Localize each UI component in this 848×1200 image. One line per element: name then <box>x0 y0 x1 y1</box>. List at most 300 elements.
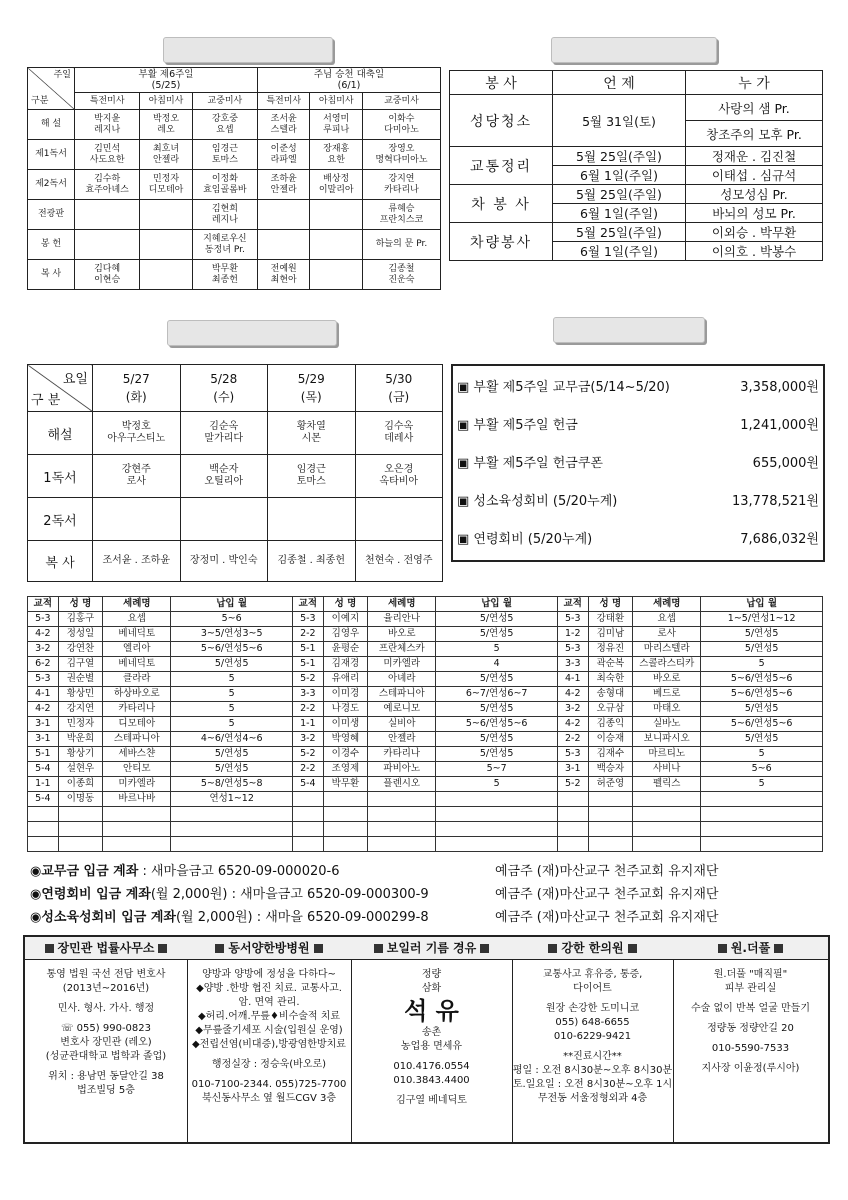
payer-cell: 5-3 <box>28 612 59 627</box>
offering-amount: 3,358,000원 <box>740 380 819 395</box>
payer-cell <box>368 807 436 822</box>
payer-cell: 강연찬 <box>58 642 103 657</box>
offering-row <box>457 528 819 548</box>
payer-cell: 5 <box>701 777 823 792</box>
server-cell: 황차열 시몬 <box>268 412 356 455</box>
offering-amount: 655,000원 <box>752 456 819 471</box>
server-cell: 김현희 레지나 <box>192 200 257 230</box>
ad-line: 지사장 이윤정(루시아) <box>701 1063 800 1074</box>
ad-line: ◆무릎줄기세포 시술(입원실 운영) <box>195 1025 343 1036</box>
offering-section-title <box>553 317 705 343</box>
account-holder: 예금주 (재)마산교구 천주교회 유지재단 <box>495 910 719 925</box>
table-row <box>450 147 823 166</box>
payer-cell: 연성1~12 <box>171 792 293 807</box>
payer-cell <box>171 822 293 837</box>
payer-cell: 4-1 <box>28 687 59 702</box>
table-row <box>28 672 823 687</box>
server-cell: 이화수 다미아노 <box>362 110 440 140</box>
row-label: 봉 헌 <box>28 230 75 260</box>
payer-cell: 2-2 <box>557 732 588 747</box>
payer-cell: 카타리나 <box>103 702 171 717</box>
table-row <box>28 230 441 260</box>
server-cell: 강현주 로사 <box>93 455 181 498</box>
payer-cell: 이명동 <box>58 792 103 807</box>
server-cell: 이준성 라파엘 <box>257 140 309 170</box>
payer-cell: 5-4 <box>28 762 59 777</box>
payer-cell: 설현우 <box>58 762 103 777</box>
payer-cell: 5 <box>436 642 558 657</box>
corner-cell: 요일 구 분 <box>28 365 93 412</box>
payer-cell <box>633 822 701 837</box>
table-row <box>28 200 441 230</box>
server-cell: 김종철 진운숙 <box>362 260 440 290</box>
row-label: 1독서 <box>28 455 93 498</box>
ads-box <box>23 935 830 1144</box>
payer-cell: 조영제 <box>323 762 368 777</box>
payer-cell <box>28 822 59 837</box>
together-header: 누 가 <box>686 71 823 95</box>
ad-line: 행정실장 : 정승욱(바오로) <box>211 1059 327 1070</box>
mass-column-header: 아침미사 <box>140 93 192 110</box>
offering-label: ▣ 부활 제5주일 헌금쿠폰 <box>457 456 603 471</box>
table-row <box>28 717 823 732</box>
payer-cell: 사비나 <box>633 762 701 777</box>
row-label: 제1독서 <box>28 140 75 170</box>
server-cell: 김수옥 데레사 <box>355 412 443 455</box>
payer-cell: 마르티노 <box>633 747 701 762</box>
ad-line: 평일 : 오전 8시30분~오후 8시30분 <box>512 1065 673 1076</box>
square-icon <box>628 944 637 953</box>
weekday-header: 5/30 (금) <box>355 365 443 412</box>
corner-cell: 주일 구분 <box>28 68 75 110</box>
payer-cell: 5/연성5 <box>436 672 558 687</box>
payer-cell: 5-2 <box>292 747 323 762</box>
payer-cell <box>323 807 368 822</box>
payer-cell: 5 <box>436 777 558 792</box>
payer-cell <box>292 792 323 807</box>
server-cell: 김민석 사도요한 <box>75 140 140 170</box>
row-label: 복 사 <box>28 541 93 582</box>
payer-cell: 세바스챤 <box>103 747 171 762</box>
payer-cell <box>557 822 588 837</box>
payer-cell: 김종익 <box>588 717 633 732</box>
offering-label: ▣ 연령회비 (5/20누계) <box>457 532 593 547</box>
server-cell: 이정화 효임골롬바 <box>192 170 257 200</box>
payer-cell <box>58 807 103 822</box>
table-row <box>28 498 443 541</box>
payer-cell: 스테파니아 <box>368 687 436 702</box>
offering-row <box>457 452 819 472</box>
server-cell: 김수하 효주아녜스 <box>75 170 140 200</box>
payer-cell: 김홍구 <box>58 612 103 627</box>
payer-cell: 최숙한 <box>588 672 633 687</box>
row-label: 해설 <box>28 412 93 455</box>
payer-cell: 5/연성5 <box>171 747 293 762</box>
payer-cell: 강지연 <box>58 702 103 717</box>
ad-line: 양방과 양방에 정성을 다하다~ <box>202 969 336 980</box>
payer-cell <box>588 822 633 837</box>
account-detail: (월 2,000원) : 새마을 6520-09-000299-8 <box>175 910 429 925</box>
payer-cell: 5/연성5 <box>701 732 823 747</box>
payer-cell: 4 <box>436 657 558 672</box>
service-date: 5월 25일(주일) <box>553 185 686 204</box>
server-cell: 장영오 명혁다미아노 <box>362 140 440 170</box>
payer-cell <box>103 837 171 852</box>
payer-cell: 강태환 <box>588 612 633 627</box>
payer-cell: 3-2 <box>28 642 59 657</box>
payer-cell: 하상바오로 <box>103 687 171 702</box>
payer-cell: 스테파니아 <box>103 732 171 747</box>
payer-cell <box>701 792 823 807</box>
account-holder: 예금주 (재)마산교구 천주교회 유지재단 <box>495 864 719 879</box>
square-icon <box>718 944 727 953</box>
offering-label: ▣ 부활 제5주일 교무금(5/14~5/20) <box>457 380 670 395</box>
table-row <box>450 95 823 121</box>
payer-cell <box>633 837 701 852</box>
service-name: 차량봉사 <box>450 223 553 261</box>
payers-header: 납입 월 <box>436 597 558 612</box>
payer-cell: 마태오 <box>633 702 701 717</box>
server-cell: 천현숙 . 전영주 <box>355 541 443 582</box>
server-cell <box>355 498 443 541</box>
ad-title <box>25 937 187 960</box>
service-who: 사랑의 샘 Pr. <box>686 95 823 121</box>
payer-cell: 스콜라스티카 <box>633 657 701 672</box>
payer-cell: 실바노 <box>633 717 701 732</box>
offerings-box <box>451 364 825 562</box>
account-line <box>30 883 719 902</box>
payer-cell: 2-2 <box>292 762 323 777</box>
payer-cell: 이미경 <box>323 687 368 702</box>
server-cell <box>140 200 192 230</box>
payer-cell: 민정자 <box>58 717 103 732</box>
payer-cell <box>368 792 436 807</box>
server-cell <box>180 498 268 541</box>
payer-cell <box>588 837 633 852</box>
ad-line: 무전동 서울정형외과 4층 <box>537 1093 648 1104</box>
payer-cell: 2-2 <box>292 702 323 717</box>
ad-line: 삼화 <box>421 983 442 994</box>
account-name: ◉연령회비 입금 계좌 <box>30 887 151 902</box>
payer-cell: 곽순복 <box>588 657 633 672</box>
payer-cell: 유애리 <box>323 672 368 687</box>
sunday-servers-table <box>27 67 441 290</box>
payer-cell: 엘리아 <box>103 642 171 657</box>
row-label: 복 사 <box>28 260 75 290</box>
payer-cell: 5-1 <box>28 747 59 762</box>
ad-line: 다이어트 <box>573 983 612 994</box>
ad-line: (2013년~2016년) <box>62 983 150 994</box>
server-cell: 오은경 옥타비아 <box>355 455 443 498</box>
payer-cell: 4-2 <box>28 702 59 717</box>
payer-cell: 바오로 <box>633 672 701 687</box>
offering-amount: 13,778,521원 <box>732 494 819 509</box>
payer-cell: 김미남 <box>588 627 633 642</box>
payers-header: 성 명 <box>323 597 368 612</box>
row-label: 제2독서 <box>28 170 75 200</box>
server-cell: 김순옥 말가리다 <box>180 412 268 455</box>
payer-cell: 2-2 <box>292 627 323 642</box>
ad-line: 농업용 면세유 <box>400 1041 463 1052</box>
server-cell: 하늘의 문 Pr. <box>362 230 440 260</box>
table-row <box>28 762 823 777</box>
square-icon <box>774 944 783 953</box>
payer-cell <box>588 807 633 822</box>
ad-line: **진료시간** <box>563 1051 622 1062</box>
payer-cell: 바오로 <box>368 627 436 642</box>
ad-title <box>351 937 512 960</box>
payer-cell: 이승재 <box>588 732 633 747</box>
payer-cell: 5-3 <box>292 612 323 627</box>
server-cell <box>75 230 140 260</box>
payer-cell <box>701 807 823 822</box>
server-cell: 김종철 . 최종헌 <box>268 541 356 582</box>
payer-cell: 정유진 <box>588 642 633 657</box>
week2-header: 주님 승천 대축일 (6/1) <box>257 68 440 93</box>
service-date: 5월 25일(주일) <box>553 223 686 242</box>
weekday-section-title <box>167 320 337 346</box>
payer-cell: 6~7/연성6~7 <box>436 687 558 702</box>
payer-cell <box>103 807 171 822</box>
payer-cell: 5/연성5 <box>701 702 823 717</box>
server-cell: 박무환 최종헌 <box>192 260 257 290</box>
ad-panel <box>512 937 674 1142</box>
payer-cell: 미카엘라 <box>368 657 436 672</box>
row-label: 전광판 <box>28 200 75 230</box>
ad-line: ◆허리.어깨.무릎♦비수술적 치료 <box>197 1011 341 1022</box>
table-row <box>28 260 441 290</box>
ad-line: 010.3843.4400 <box>393 1075 470 1086</box>
ad-line: 석 유 <box>404 997 459 1025</box>
server-cell: 박지윤 레지나 <box>75 110 140 140</box>
payer-cell <box>701 837 823 852</box>
account-name: ◉교무금 입금 계좌 <box>30 864 139 879</box>
payer-cell: 5-4 <box>292 777 323 792</box>
payers-header: 교적 <box>292 597 323 612</box>
offering-label: ▣ 성소육성회비 (5/20누계) <box>457 494 618 509</box>
payer-cell: 5~6/연성5~6 <box>701 687 823 702</box>
payer-cell: 5 <box>701 657 823 672</box>
ad-line: 010-6229-9421 <box>553 1031 632 1042</box>
offering-label: ▣ 부활 제5주일 헌금 <box>457 418 578 433</box>
payer-cell: 3-1 <box>557 762 588 777</box>
payer-cell: 플렌시오 <box>368 777 436 792</box>
ad-line: 북신동사무소 옆 월드CGV 3층 <box>201 1093 337 1104</box>
table-row <box>450 185 823 204</box>
payer-cell: 5/연성5 <box>171 657 293 672</box>
payer-cell: 오규삼 <box>588 702 633 717</box>
payer-cell: 5~6/연성5~6 <box>701 672 823 687</box>
payer-cell <box>436 807 558 822</box>
payer-cell: 5~8/연성5~8 <box>171 777 293 792</box>
payer-cell <box>436 792 558 807</box>
payer-cell: 5/연성5 <box>701 627 823 642</box>
payer-cell: 이미생 <box>323 717 368 732</box>
offering-amount: 7,686,032원 <box>740 532 819 547</box>
service-who: 바뇌의 성모 Pr. <box>686 204 823 223</box>
payer-cell: 5/연성5 <box>436 747 558 762</box>
server-cell: 조서윤 스텔라 <box>257 110 309 140</box>
payer-cell: 1~5/연성1~12 <box>701 612 823 627</box>
ad-line: 정량동 정량안길 20 <box>707 1023 794 1034</box>
payer-cell: 5 <box>171 717 293 732</box>
ad-title-text: 원.더풀 <box>730 941 771 955</box>
payer-cell: 황상기 <box>58 747 103 762</box>
server-cell <box>310 260 362 290</box>
ad-line: 교통사고 휴유증, 통증, <box>542 969 643 980</box>
payer-cell: 황상민 <box>58 687 103 702</box>
service-name: 차 봉 사 <box>450 185 553 223</box>
table-row <box>28 777 823 792</box>
ad-line: 암. 면역 관리. <box>238 997 300 1008</box>
payer-cell: 박무환 <box>323 777 368 792</box>
service-name: 교통정리 <box>450 147 553 185</box>
ad-line: 055) 648-6655 <box>555 1017 630 1028</box>
table-row <box>28 541 443 582</box>
payer-cell <box>28 837 59 852</box>
server-cell: 백순자 오틸리아 <box>180 455 268 498</box>
account-line <box>30 906 719 925</box>
payer-cell: 안티모 <box>103 762 171 777</box>
server-cell: 장정미 . 박인숙 <box>180 541 268 582</box>
ad-title-text: 동서양한방병원 <box>228 941 310 955</box>
payer-cell <box>58 822 103 837</box>
row-label: 해 설 <box>28 110 75 140</box>
ad-line: 김구열 베네딕토 <box>396 1095 467 1106</box>
ad-line: ◆양방 .한방 협진 치료. 교통사고. <box>196 983 342 994</box>
payer-cell: 클라라 <box>103 672 171 687</box>
ad-line: 피부 관리실 <box>724 983 777 994</box>
payer-cell: 5~6/연성5~6 <box>436 717 558 732</box>
server-cell: 최호녀 안젤라 <box>140 140 192 170</box>
payer-cell <box>436 822 558 837</box>
server-cell: 지혜로우신 동정녀 Pr. <box>192 230 257 260</box>
payer-cell <box>588 792 633 807</box>
payer-cell: 5-3 <box>557 642 588 657</box>
payer-cell: 5/연성5 <box>436 702 558 717</box>
server-cell: 서영미 루피나 <box>310 110 362 140</box>
payer-cell: 실비아 <box>368 717 436 732</box>
server-cell: 배상정 이말리아 <box>310 170 362 200</box>
account-holder: 예금주 (재)마산교구 천주교회 유지재단 <box>495 887 719 902</box>
payer-cell: 디모테아 <box>103 717 171 732</box>
server-cell: 강지연 카타리나 <box>362 170 440 200</box>
together-header: 언 제 <box>553 71 686 95</box>
payers-header: 성 명 <box>58 597 103 612</box>
payer-cell: 김영우 <box>323 627 368 642</box>
payer-cell: 5~6 <box>701 762 823 777</box>
payer-cell: 베네딕토 <box>103 657 171 672</box>
payer-cell: 5-3 <box>557 747 588 762</box>
payers-header: 납입 월 <box>171 597 293 612</box>
payer-cell: 5-2 <box>292 672 323 687</box>
payer-cell: 바르나바 <box>103 792 171 807</box>
mass-column-header: 교중미사 <box>192 93 257 110</box>
table-row <box>28 110 441 140</box>
server-cell <box>310 200 362 230</box>
server-cell <box>257 230 309 260</box>
payer-cell: 백승자 <box>588 762 633 777</box>
ad-line: 010-7100-2344. 055)725-7700 <box>191 1079 347 1090</box>
weekday-header: 5/27 (화) <box>93 365 181 412</box>
server-cell: 조서윤 . 조하윤 <box>93 541 181 582</box>
payer-cell: 윤평순 <box>323 642 368 657</box>
offering-row <box>457 414 819 434</box>
ad-title <box>187 937 351 960</box>
payer-cell: 4-2 <box>28 627 59 642</box>
server-cell <box>140 230 192 260</box>
payers-table <box>27 596 823 852</box>
payer-cell: 보니파시오 <box>633 732 701 747</box>
payer-cell: 5~7 <box>436 762 558 777</box>
ad-line: 수술 없이 반복 얼굴 만들기 <box>691 1003 810 1014</box>
payer-cell: 5-4 <box>28 792 59 807</box>
payer-cell: 5-3 <box>557 612 588 627</box>
ad-title <box>512 937 673 960</box>
ad-line: 원장 손강한 도미니코 <box>545 1003 640 1014</box>
service-who: 성모성심 Pr. <box>686 185 823 204</box>
payer-cell: 송형대 <box>588 687 633 702</box>
payer-cell <box>436 837 558 852</box>
server-cell <box>140 260 192 290</box>
server-cell <box>257 200 309 230</box>
table-row <box>28 732 823 747</box>
payer-cell: 허준영 <box>588 777 633 792</box>
payer-cell: 3~5/연성3~5 <box>171 627 293 642</box>
payer-cell: 5~6/연성5~6 <box>701 717 823 732</box>
sunday-section-title <box>163 37 333 63</box>
payer-cell: 5 <box>171 687 293 702</box>
payer-cell: 3-1 <box>28 732 59 747</box>
service-date: 5월 31일(토) <box>553 95 686 147</box>
mass-column-header: 특전미사 <box>75 93 140 110</box>
payer-cell: 4-1 <box>557 672 588 687</box>
payer-cell: 펠릭스 <box>633 777 701 792</box>
table-row <box>28 612 823 627</box>
account-name: ◉성소육성회비 입금 계좌 <box>30 910 176 925</box>
payer-cell: 4-2 <box>557 687 588 702</box>
service-name: 성당청소 <box>450 95 553 147</box>
payer-cell <box>633 807 701 822</box>
payer-cell: 5-2 <box>557 777 588 792</box>
payer-cell: 1-1 <box>28 777 59 792</box>
payer-cell: 마리스텔라 <box>633 642 701 657</box>
server-cell: 임경근 토마스 <box>192 140 257 170</box>
payer-cell: 권순별 <box>58 672 103 687</box>
payer-cell: 5/연성5 <box>701 642 823 657</box>
payers-header: 세례명 <box>368 597 436 612</box>
account-detail: : 새마을금고 6520-09-000020-6 <box>138 864 340 879</box>
ad-line: 법조빌딩 5층 <box>77 1085 135 1096</box>
ad-line: ☏ 055) 990-0823 <box>61 1023 151 1034</box>
payer-cell: 5/연성5 <box>171 762 293 777</box>
payer-cell <box>171 807 293 822</box>
table-row <box>450 223 823 242</box>
ad-line: 010-5590-7533 <box>711 1043 790 1054</box>
service-date: 6월 1일(주일) <box>553 242 686 261</box>
square-icon <box>158 944 167 953</box>
weekday-servers-table <box>27 364 443 582</box>
ad-line: 정량 <box>421 969 442 980</box>
account-line <box>30 860 719 879</box>
service-who: 이의호 . 박봉수 <box>686 242 823 261</box>
payer-cell: 미카엘라 <box>103 777 171 792</box>
payer-cell: 5-1 <box>292 642 323 657</box>
payer-cell <box>368 837 436 852</box>
server-cell: 류혜승 프란치스코 <box>362 200 440 230</box>
payer-cell <box>368 822 436 837</box>
offering-row <box>457 490 819 510</box>
